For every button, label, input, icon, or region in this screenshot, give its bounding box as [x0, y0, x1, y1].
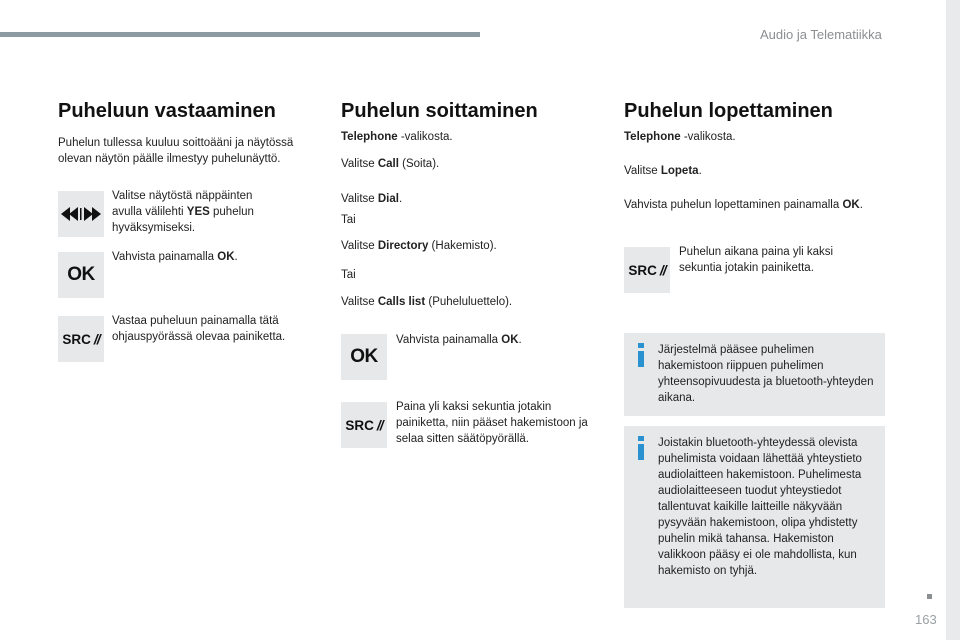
section-title: Puhelun soittaminen — [341, 100, 538, 122]
ok-button — [58, 252, 104, 298]
step-select-call — [341, 156, 439, 172]
step-text: . — [698, 165, 702, 177]
step-text: -valikosta. — [680, 131, 736, 143]
src-button — [624, 247, 670, 293]
src-icon — [62, 331, 99, 347]
step-bold: OK — [501, 334, 519, 346]
intro-text: Puhelun tullessa kuuluu soittoääni ja näytössä olevan näytön päälle ilmestyy puhelunäyttö. — [58, 137, 294, 165]
ok-label: OK — [67, 264, 95, 285]
step-text: Valitse — [624, 165, 661, 177]
src-label: SRC — [62, 331, 91, 347]
step-select-yes — [112, 188, 282, 236]
section-title: Puhelun lopettaminen — [624, 100, 833, 122]
step-text: . — [398, 193, 403, 205]
step-bold: Calls list — [377, 296, 426, 308]
step-text: . — [859, 199, 863, 211]
src-slash: // — [659, 262, 666, 278]
step-confirm-ok — [396, 332, 586, 348]
step-text: puhelun hyväksymiseksi. — [112, 206, 254, 234]
src-button — [58, 316, 104, 362]
step-select-calls-list — [341, 294, 512, 310]
page-margin — [946, 0, 960, 640]
src-slash: // — [93, 331, 100, 347]
menu-telephone — [341, 129, 453, 145]
ok-button — [341, 334, 387, 380]
page-marker — [927, 594, 932, 599]
step-confirm-ok — [112, 249, 282, 265]
step-bold: Call — [377, 158, 399, 170]
step-text: Valitse näytöstä näppäinten avulla välilehti — [112, 190, 253, 218]
src-button — [341, 402, 387, 448]
step-bold: OK — [842, 199, 860, 211]
chapter-title: Audio ja Telematiikka — [760, 27, 882, 42]
step-text: . — [518, 334, 522, 346]
info-icon — [636, 343, 646, 367]
step-text: -valikosta. — [397, 131, 453, 143]
step-bold: Lopeta — [660, 165, 699, 177]
or-text: Tai — [341, 214, 356, 226]
page-number: 163 — [915, 612, 937, 627]
step-text: (Puheluluettelo). — [425, 296, 513, 308]
step-hold-src: Puhelun aikana paina yli kaksi sekuntia jotakin painiketta. — [679, 246, 834, 274]
src-label: SRC — [345, 417, 374, 433]
menu-telephone — [624, 129, 736, 145]
info-text: Joistakin bluetooth-yhteydessä olevista puhelimista voidaan lähettää yhteystieto audiolaitteen hakemistoon. Puhelimesta audiolaitteeseen tuodut yhteystiedot tallentuvat kaikille laitteille näkyvään pysyvään hakemistoon, olipa yhdistetty puhelin mikä tahansa. Hakemiston valikkoon pääsy ei ole mahdollista, kun hakemisto on tyhjä. — [658, 437, 862, 577]
step-bold: Telephone — [341, 131, 398, 143]
step-select-dial — [341, 191, 402, 207]
rewind-forward-icon — [61, 206, 101, 222]
src-slash: // — [376, 417, 383, 433]
step-bold: OK — [217, 251, 235, 263]
step-bold: Dial — [377, 193, 399, 205]
or-text: Tai — [341, 269, 356, 281]
arrows-button — [58, 191, 104, 237]
step-confirm-end — [624, 197, 904, 213]
step-select-directory — [341, 238, 497, 254]
step-text: Valitse — [341, 296, 378, 308]
info-box — [624, 426, 885, 608]
src-label: SRC — [628, 262, 657, 278]
step-text: (Soita). — [398, 158, 440, 170]
section-answer-call — [58, 100, 320, 167]
step-text: . — [234, 251, 238, 263]
info-icon — [636, 436, 646, 460]
ok-label: OK — [350, 346, 378, 367]
step-hold-src: Paina yli kaksi sekuntia jotakin painiketta, niin pääset hakemistoon ja selaa sitten säätöpyörällä. — [396, 401, 588, 445]
step-text: Vahvista puhelun lopettaminen painamalla — [624, 199, 843, 211]
step-select-end — [624, 163, 702, 179]
step-text: Valitse — [341, 240, 378, 252]
step-text: Valitse — [341, 158, 378, 170]
step-text: Vahvista painamalla — [396, 334, 502, 346]
header-bar — [0, 32, 480, 37]
step-bold: Telephone — [624, 131, 681, 143]
src-icon — [345, 417, 382, 433]
src-icon — [628, 262, 665, 278]
info-text: Järjestelmä pääsee puhelimen hakemistoon riippuen puhelimen yhteensopivuudesta ja bluetooth-yhteyden aikana. — [658, 344, 874, 404]
step-text: Valitse — [341, 193, 378, 205]
step-answer-src: Vastaa puheluun painamalla tätä ohjauspyörässä olevaa painiketta. — [112, 315, 286, 343]
step-bold: Directory — [377, 240, 429, 252]
step-text: (Hakemisto). — [428, 240, 497, 252]
step-bold: YES — [186, 206, 210, 218]
section-title: Puheluun vastaaminen — [58, 100, 276, 122]
step-text: Vahvista painamalla — [112, 251, 218, 263]
info-box — [624, 333, 885, 416]
